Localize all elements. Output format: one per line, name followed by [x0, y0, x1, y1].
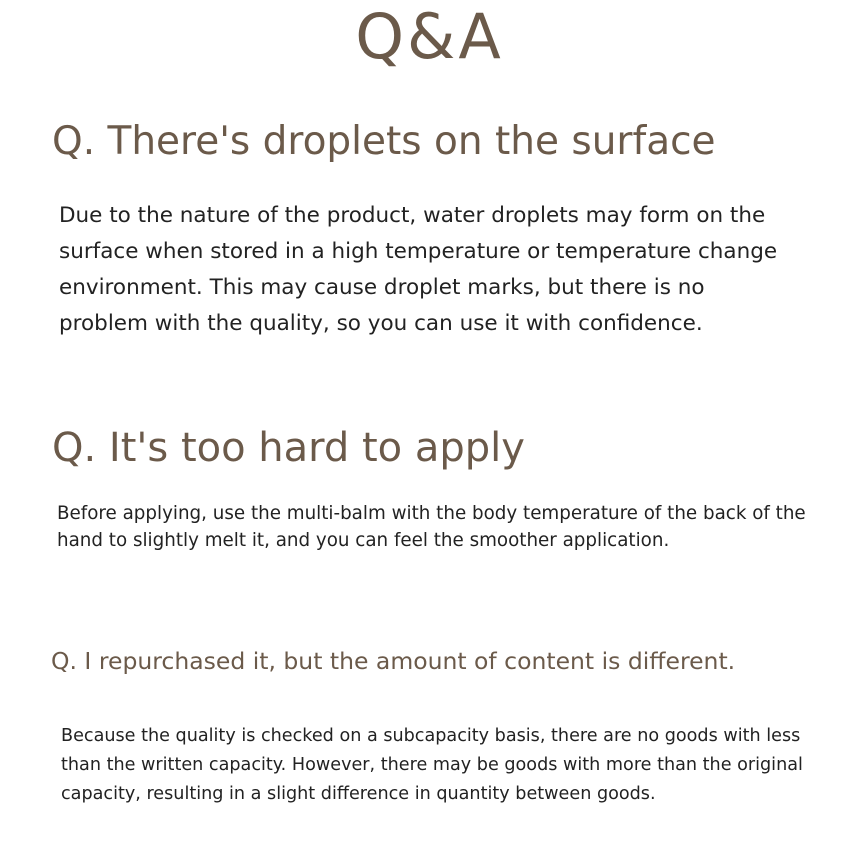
page-title: Q&A	[355, 0, 504, 73]
faq-answer: Before applying, use the multi-balm with the body temperature of the back of the hand to slightly melt it, and you can feel the smoother application.	[57, 503, 806, 551]
faq-question: Q. It's too hard to apply	[52, 425, 525, 471]
faq-question: Q. I repurchased it, but the amount of content is different.	[51, 647, 736, 675]
faq-answer: Due to the nature of the product, water droplets may form on the surface when stored in a high temperature or temperature change environment. This may cause droplet marks, but there is no problem with the quality, so you can use it with confidence.	[59, 203, 778, 336]
faq-question: Q. There's droplets on the surface	[52, 119, 716, 164]
faq-answer: Because the quality is checked on a subcapacity basis, there are no goods with less than the written capacity. However, there may be goods with more than the original capacity, resulting in a slight difference in quantity between goods.	[61, 726, 803, 804]
